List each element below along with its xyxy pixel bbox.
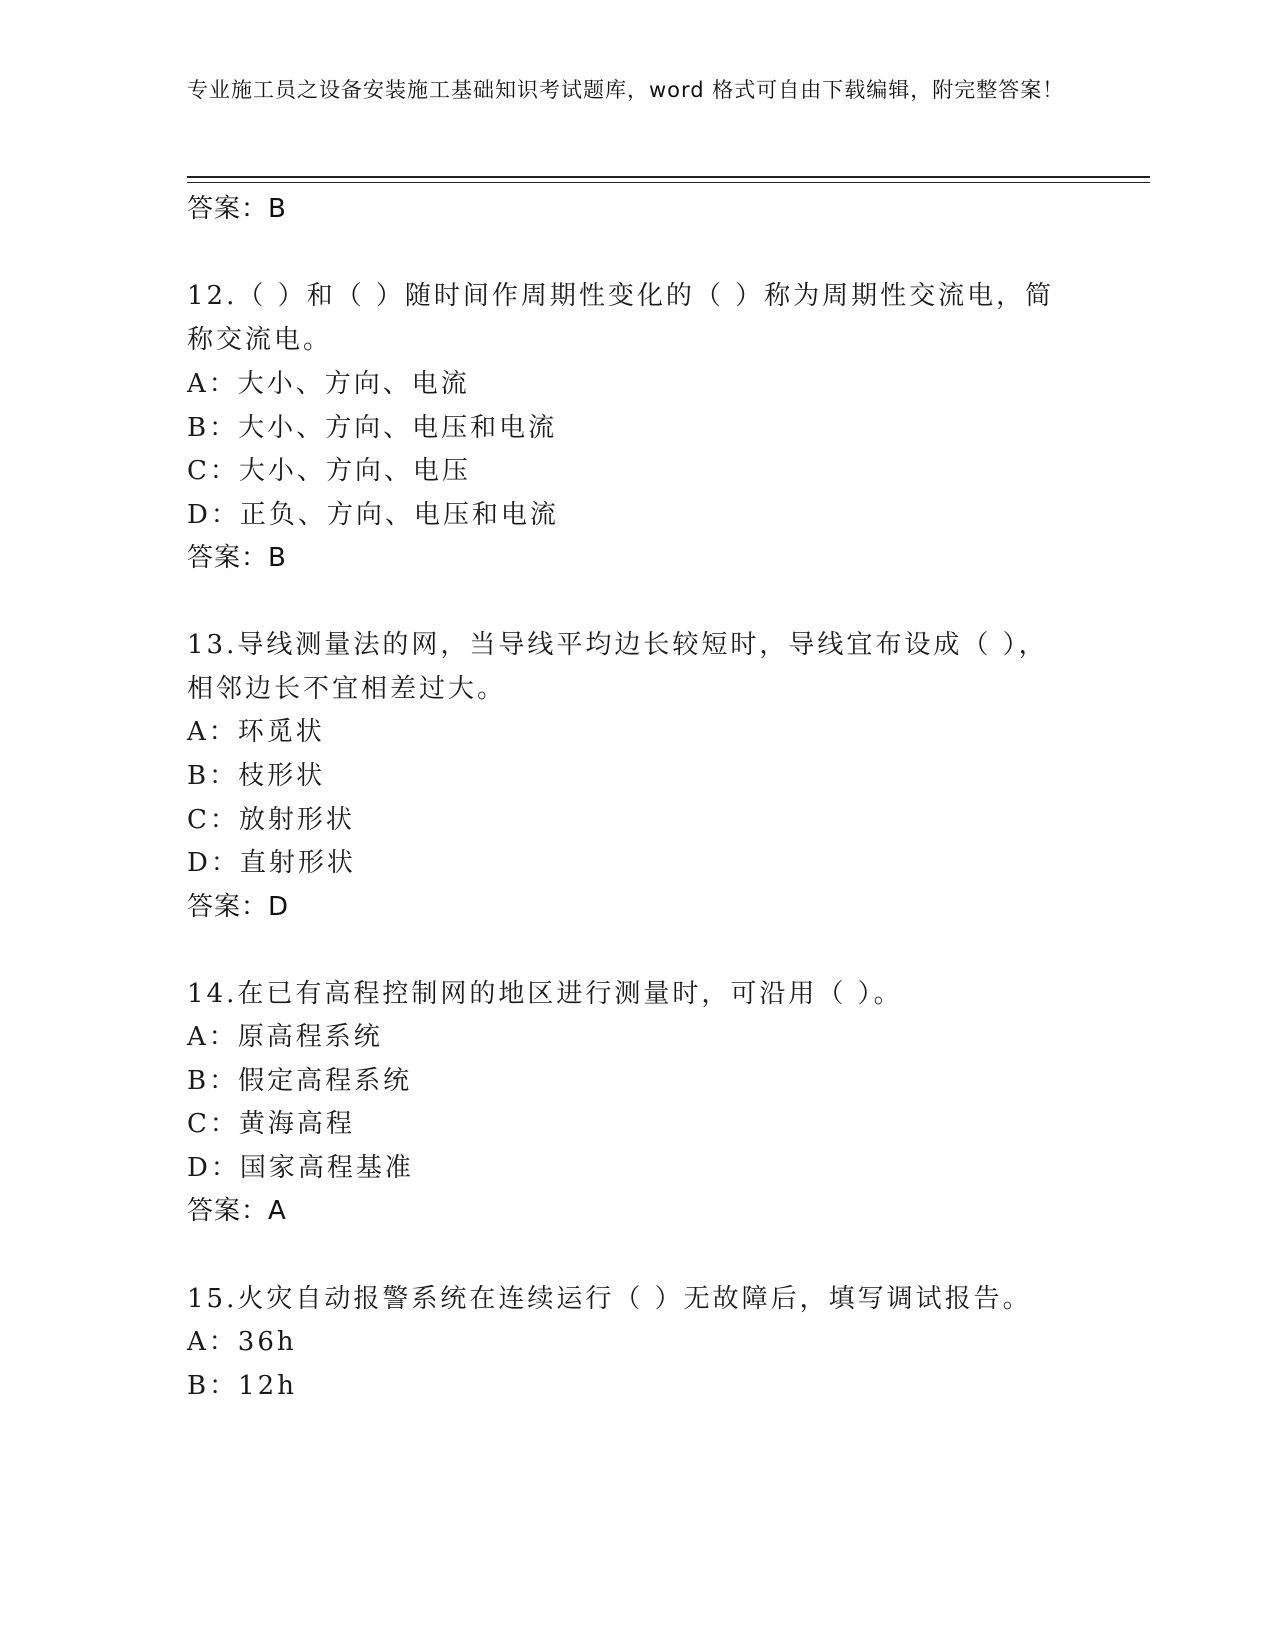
header-divider-thick — [187, 176, 1150, 178]
answer-label: 答案：B — [187, 194, 287, 224]
question-14-stem-line-1: 14.在已有高程控制网的地区进行测量时，可沿用（ ）。 — [187, 979, 903, 1009]
question-15-option-a: A：36h — [187, 1327, 297, 1357]
question-14-option-c: C：黄海高程 — [187, 1109, 355, 1139]
question-13-answer: 答案：D — [187, 892, 290, 922]
question-13-option-b: B：枝形状 — [187, 761, 326, 791]
question-13-stem-line-2: 相邻边长不宜相差过大。 — [187, 674, 507, 704]
question-12-option-b: B：大小、方向、电压和电流 — [187, 413, 558, 443]
question-12-option-c: C：大小、方向、电压 — [187, 456, 471, 486]
question-12-option-d: D：正负、方向、电压和电流 — [187, 500, 559, 530]
header-divider-thin — [187, 182, 1150, 183]
question-12-stem-line-1: 12.（ ）和（ ）随时间作周期性变化的（ ）称为周期性交流电，简 — [187, 281, 1055, 311]
question-14-option-b: B：假定高程系统 — [187, 1066, 413, 1096]
question-14-option-d: D：国家高程基准 — [187, 1153, 414, 1183]
question-12-answer: 答案：B — [187, 543, 287, 573]
question-15-option-b: B：12h — [187, 1371, 297, 1401]
document-header: 专业施工员之设备安装施工基础知识考试题库，word 格式可自由下载编辑，附完整答案！ — [187, 78, 1065, 102]
question-12-stem-line-2: 称交流电。 — [187, 325, 333, 355]
question-13-option-a: A：环觅状 — [187, 717, 325, 747]
question-13-option-d: D：直射形状 — [187, 848, 356, 878]
question-14-option-a: A：原高程系统 — [187, 1022, 383, 1052]
question-15-stem-line-1: 15.火灾自动报警系统在连续运行（ ）无故障后，填写调试报告。 — [187, 1284, 1032, 1314]
question-13-option-c: C：放射形状 — [187, 805, 355, 835]
question-13-stem-line-1: 13.导线测量法的网，当导线平均边长较短时，导线宜布设成（ ）， — [187, 630, 1048, 660]
question-12-option-a: A：大小、方向、电流 — [187, 369, 470, 399]
question-14-answer: 答案：A — [187, 1196, 287, 1226]
